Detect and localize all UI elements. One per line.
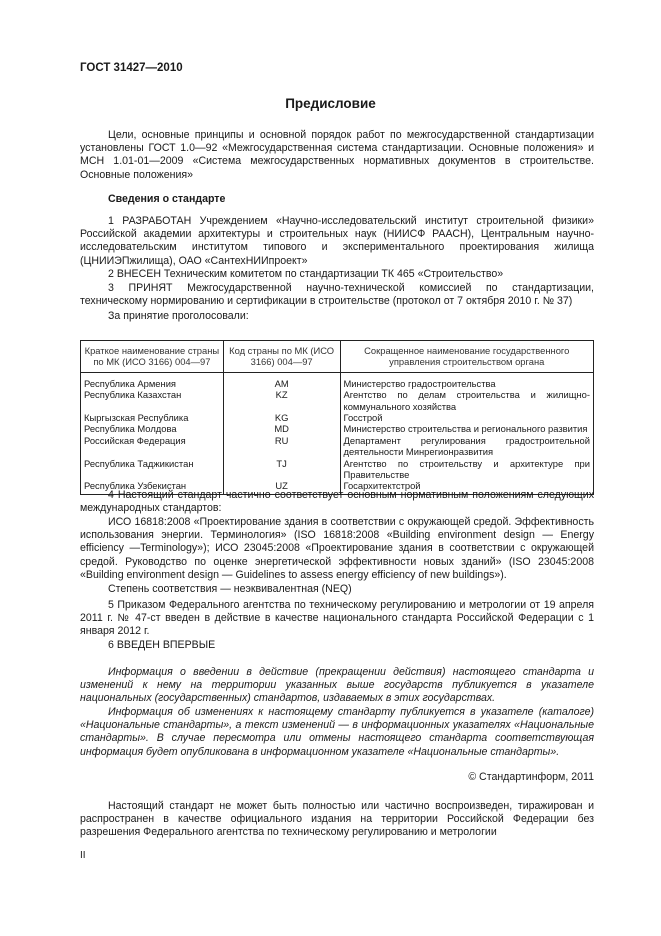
organ-cell: Министерство строительства и регионального развития — [340, 423, 594, 434]
country-cell: Республика Казахстан — [81, 389, 224, 412]
organ-cell: Госархитектстрой — [340, 480, 594, 494]
notice-changes: Информация об изменениях к настоящему стандарту публикуется в указателе (каталоге) «Национальные стандарты», а текст изменений — в информационных указателях «Национальные стандарты». В случае пересмотра или отмены настоящего стандарта соответствующая информация будет опубликована в информационном указателе «Национальные стандарты». — [80, 706, 594, 758]
code-cell: TJ — [223, 458, 340, 481]
code-cell: RU — [223, 435, 340, 458]
item-2-submitted: 2 ВНЕСЕН Техническим комитетом по стандартизации ТК 465 «Строительство» — [108, 268, 504, 280]
table-row — [81, 389, 594, 412]
country-cell: Республика Таджикистан — [81, 458, 224, 481]
organ-cell: Госстрой — [340, 412, 594, 423]
item-4-correspondence: 4 Настоящий стандарт частично соответствует основным нормативным положениям следующих международных стандартов: — [80, 489, 594, 515]
column-header-organ: Сокращенное наименование государственного управления строительством органа — [340, 341, 594, 373]
item-3-adopted: 3 ПРИНЯТ Межгосударственной научно-технической комиссией по стандартизации, техническому нормированию и сертификации в строительстве (протокол от 7 октября 2010 г. № 37) — [80, 282, 594, 308]
item-1-developed: 1 РАЗРАБОТАН Учреждением «Научно-исследовательский институт строительной физики» Российской академии архитектуры и строительных наук (НИИСФ РААСН), Центральным научно-исследовательским институтом типового и экспериментального проектирования жилища (ЦНИИЭПжилища), ОАО «СантехНИИпроект» — [80, 215, 594, 267]
country-cell: Республика Армения — [81, 372, 224, 389]
vote-intro: За принятие проголосовали: — [108, 310, 249, 322]
organ-cell: Агентство по строительству и архитектуре при Правительстве — [340, 458, 594, 481]
code-cell: KG — [223, 412, 340, 423]
reproduction-notice: Настоящий стандарт не может быть полностью или частично воспроизведен, тиражирован и распространен в качестве официального издания на территории Российской Федерации без разрешения Федерального агентства по техническому регулированию и метрологии — [80, 800, 594, 839]
table-header-row — [81, 341, 594, 373]
notice-introduction: Информация о введении в действие (прекращении действия) настоящего стандарта и изменений к нему на территории указанных выше государств публикуется в указателе национальных (государственных) стандартов, издаваемых в этих государствах. — [80, 666, 594, 705]
table-row — [81, 423, 594, 434]
code-cell: KZ — [223, 389, 340, 412]
item-4-iso-references: ИСО 16818:2008 «Проектирование здания в соответствии с окружающей средой. Эффективность использования энергии. Терминология» (ISO 16818:2008 «Building environment design — Energy efficiency —Terminology»); ИСО 23045:2008 «Проектирование здания в соответствии с окружающей средой. Руководство по оценке энергетической эффективности новых зданий» (ISO 23045:2008 «Building environment design — Guidelines to assess energy efficiency of new buildings»). — [80, 516, 594, 581]
code-cell: AM — [223, 372, 340, 389]
page-title: Предисловие — [285, 96, 376, 111]
table-row — [81, 458, 594, 481]
voting-countries-table — [80, 340, 594, 495]
document-header-id: ГОСТ 31427—2010 — [80, 62, 183, 74]
column-header-country: Краткое наименование страны по МК (ИСО 3166) 004—97 — [81, 341, 224, 373]
organ-cell: Министерство градостроительства — [340, 372, 594, 389]
item-4-degree: Степень соответствия — неэквивалентная (NEQ) — [108, 583, 352, 595]
country-cell: Республика Узбекистан — [81, 480, 224, 494]
table-row — [81, 435, 594, 458]
column-header-code: Код страны по МК (ИСО 3166) 004—97 — [223, 341, 340, 373]
organ-cell: Департамент регулирования градостроительной деятельности Минрегионразвития — [340, 435, 594, 458]
section-title: Сведения о стандарте — [108, 193, 226, 205]
page-number: II — [80, 850, 86, 861]
table-row — [81, 412, 594, 423]
code-cell: UZ — [223, 480, 340, 494]
country-cell: Республика Молдова — [81, 423, 224, 434]
item-6-first-introduced: 6 ВВЕДЕН ВПЕРВЫЕ — [108, 639, 216, 651]
item-5-enacted: 5 Приказом Федерального агентства по техническому регулированию и метрологии от 19 апреля 2011 г. № 47-ст введен в действие в качестве национального стандарта Российской Федерации с 1 января 2012 г. — [80, 599, 594, 638]
intro-paragraph: Цели, основные принципы и основной порядок работ по межгосударственной стандартизации установлены ГОСТ 1.0—92 «Межгосударственная система стандартизации. Основные положения» и МСН 1.01-01—2009 «Система межгосударственных нормативных документов в строительстве. Основные положения» — [80, 129, 594, 181]
copyright: © Стандартинформ, 2011 — [468, 771, 594, 783]
code-cell: MD — [223, 423, 340, 434]
country-cell: Кыргызская Республика — [81, 412, 224, 423]
country-cell: Российская Федерация — [81, 435, 224, 458]
organ-cell: Агентство по делам строительства и жилищно-коммунального хозяйства — [340, 389, 594, 412]
table-row — [81, 372, 594, 389]
